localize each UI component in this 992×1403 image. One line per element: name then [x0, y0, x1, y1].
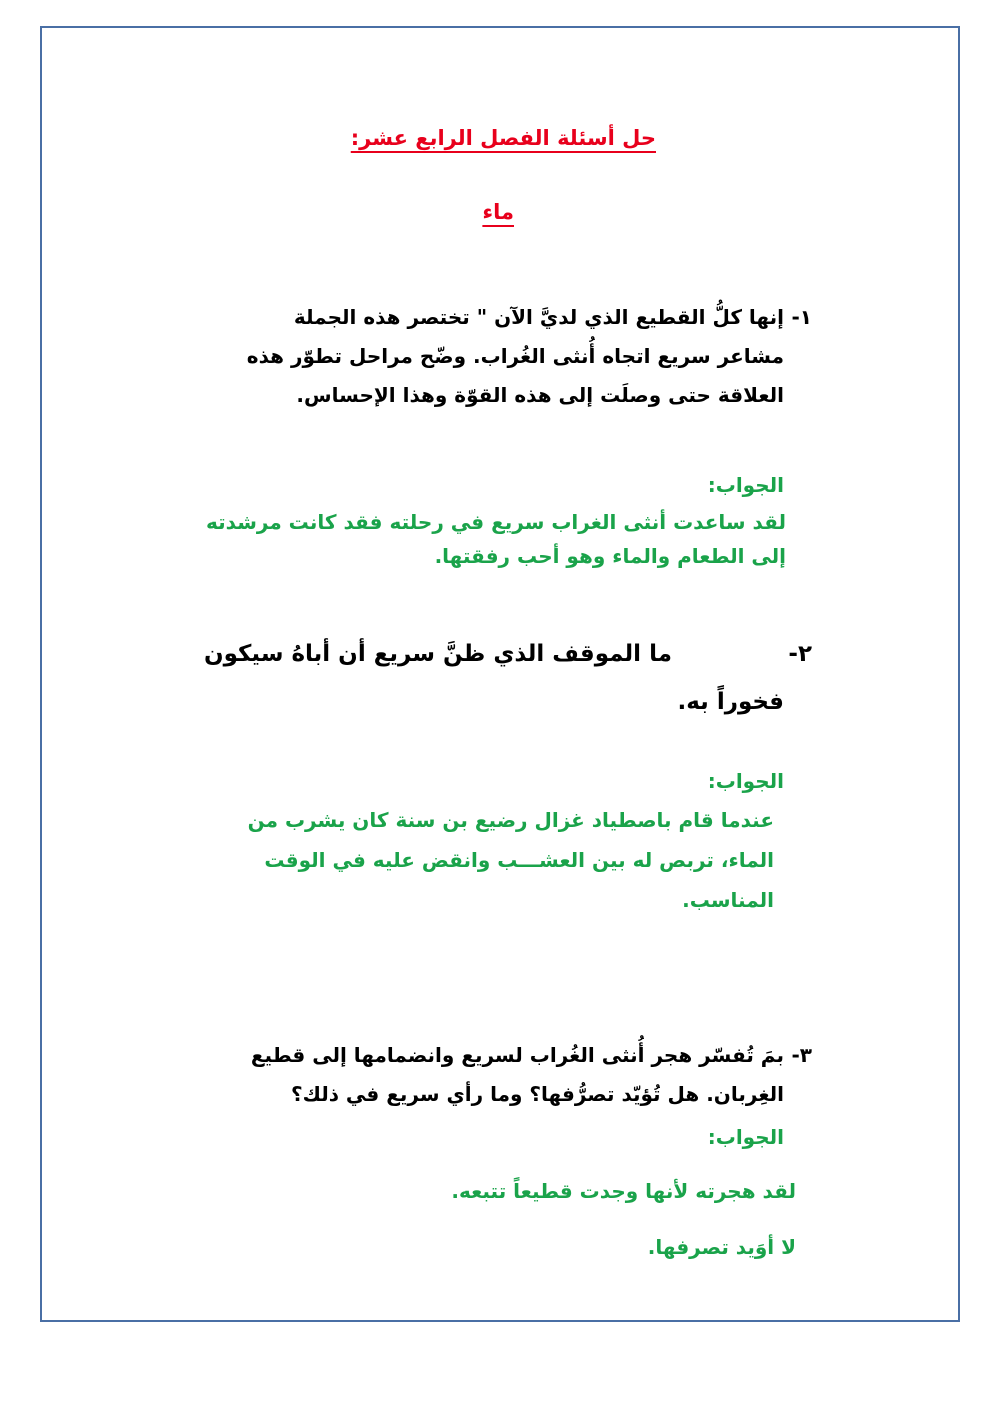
answer-2-line: الماء، تربص له بين العشـــب وانقض عليه في الوقت [264, 848, 774, 872]
question-3-number: ٣- [791, 1043, 812, 1067]
page-heading: حل أسئلة الفصل الرابع عشر: [350, 126, 656, 150]
question-1-line: مشاعر سريع اتجاه أُنثى الغُراب. وضّح مراحل تطوّر هذه [246, 344, 784, 368]
answer-2-line: المناسب. [682, 888, 774, 912]
answer-1-line: لقد ساعدت أنثى الغراب سريع في رحلته فقد كانت مرشدته [206, 510, 786, 534]
question-1-number: ١- [791, 305, 812, 329]
answer-3-line-1: لقد هجرته لأنها وجدت قطيعاً تتبعه. [451, 1179, 796, 1203]
answer-2-line: عندما قام باصطياد غزال رضيع بن سنة كان يشرب من [247, 808, 774, 832]
question-2-text [204, 630, 784, 726]
answer-1-line: إلى الطعام والماء وهو أحب رفقتها. [434, 544, 786, 568]
answer-1-label: الجواب: [707, 473, 784, 497]
question-1-line: إنها كلُّ القطيع الذي لديَّ الآن " تختصر هذه الجملة [293, 305, 784, 329]
question-1-text [208, 298, 784, 415]
question-3-line: بمَ تُفسّر هجر أُنثى الغُراب لسريع وانضمامها إلى قطيع [250, 1043, 784, 1067]
question-2-number: ٢- [788, 641, 812, 667]
question-3-text [194, 1036, 784, 1114]
question-3-line: الغِربان. هل تُؤيّد تصرُّفها؟ وما رأي سريع في ذلك؟ [290, 1082, 784, 1106]
answer-2-label: الجواب: [707, 769, 784, 793]
answer-3-label: الجواب: [707, 1125, 784, 1149]
answer-3-line-2: لا أوَيد تصرفها. [647, 1235, 796, 1259]
section-title: ماء [482, 200, 514, 224]
answer-2-text [150, 800, 774, 920]
question-2-line: ما الموقف الذي ظنَّ سريع أن أباهُ سيكون [204, 641, 672, 667]
question-1-line: العلاقة حتى وصلَت إلى هذه القوّة وهذا الإحساس. [296, 383, 784, 407]
answer-1-text [164, 505, 786, 573]
question-2-line: فخوراً به. [677, 689, 784, 715]
